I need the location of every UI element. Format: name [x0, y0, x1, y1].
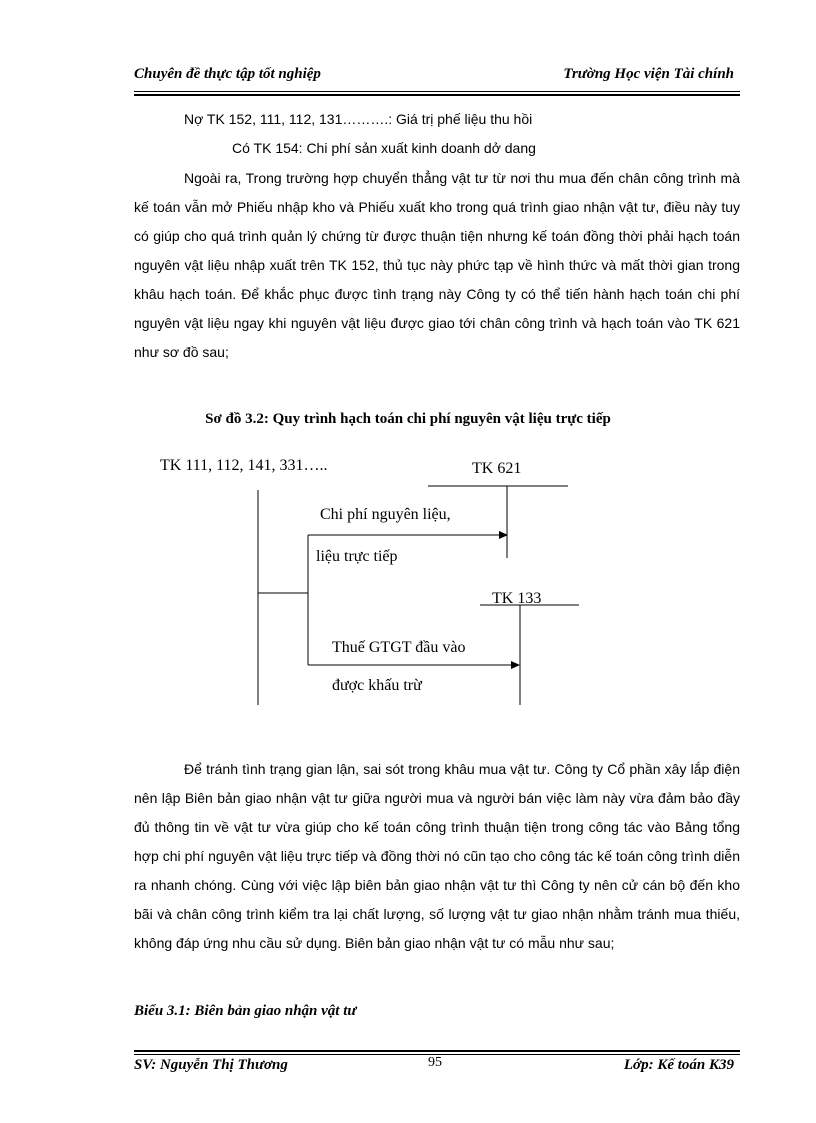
footer-right: Lớp: Kế toán K39: [623, 1057, 734, 1073]
paragraph-2: [134, 755, 740, 958]
tk621-label-line2: liệu trực tiếp: [316, 548, 398, 565]
source-account: TK 111, 112, 141, 331…..: [160, 457, 328, 474]
page-number: 95: [428, 1055, 442, 1070]
arrow-tk133-head: [511, 661, 520, 669]
footer-rule-1: [134, 1050, 740, 1052]
header-left: Chuyên đề thực tập tốt nghiệp: [134, 66, 321, 82]
tk133-label-line2: được khấu trừ: [332, 677, 422, 694]
tk621-account: TK 621: [472, 460, 522, 477]
paragraph-2-text: Để tránh tình trạng gian lận, sai sót trong khâu mua vật tư. Công ty Cổ phần xây lắp điện nên lập Biên bản giao nhận vật tư giữa người mua và người bán việc làm này vừa đảm bảo đầy đủ thông tin về vật tư vừa giúp cho kế toán công trình thuận tiện trong công tác vào Bảng tổng hợp chi phí nguyên vật liệu trực tiếp và đồng thời nó cũn tạo cho công tác kế toán công trình diễn ra nhanh chóng. Cùng với việc lập biên bản giao nhận vật tư thì Công ty nên cử cán bộ đến kho bãi và chân công trình kiểm tra lại chất lượng, số lượng vật tư giao nhận nhằm tránh mua thiếu, không đáp ứng nhu cầu sử dụng. Biên bản giao nhận vật tư có mẫu như sau;: [134, 761, 740, 951]
paragraph-1-text: Ngoài ra, Trong trường hợp chuyển thẳng vật tư từ nơi thu mua đến chân công trình mà kế toán vẫn mở Phiếu nhập kho và Phiếu xuất kho trong quá trình giao nhận vật tư, điều này tuy có giúp cho quá trình quản lý chứng từ được thuận tiện nhưng kế toán đồng thời phải hạch toán nguyên vật liệu nhập xuất trên TK 152, thủ tục này phức tạp về hình thức và mất thời gian trong khâu hạch toán. Để khắc phục được tình trạng này Công ty có thể tiến hành hạch toán chi phí nguyên vật liệu ngay khi nguyên vật liệu được giao tới chân công trình và hạch toán vào TK 621 như sơ đồ sau;: [134, 170, 740, 360]
tk133-label-line1: Thuế GTGT đầu vào: [332, 639, 466, 656]
debit-entry: Nợ TK 152, 111, 112, 131……….: Giá trị phế liệu thu hồi: [184, 111, 533, 127]
footer-left: SV: Nguyễn Thị Thương: [134, 1057, 288, 1073]
header-right: Trường Học viện Tài chính: [563, 66, 734, 82]
form-title: Biểu 3.1: Biên bản giao nhận vật tư: [134, 1003, 357, 1019]
tk133-account: TK 133: [492, 590, 542, 607]
diagram-title: Sơ đồ 3.2: Quy trình hạch toán chi phí nguyên vật liệu trực tiếp: [205, 411, 611, 427]
tk621-label-line1: Chi phí nguyên liệu,: [320, 506, 451, 523]
credit-entry: Có TK 154: Chi phí sản xuất kinh doanh dở dang: [232, 140, 536, 156]
